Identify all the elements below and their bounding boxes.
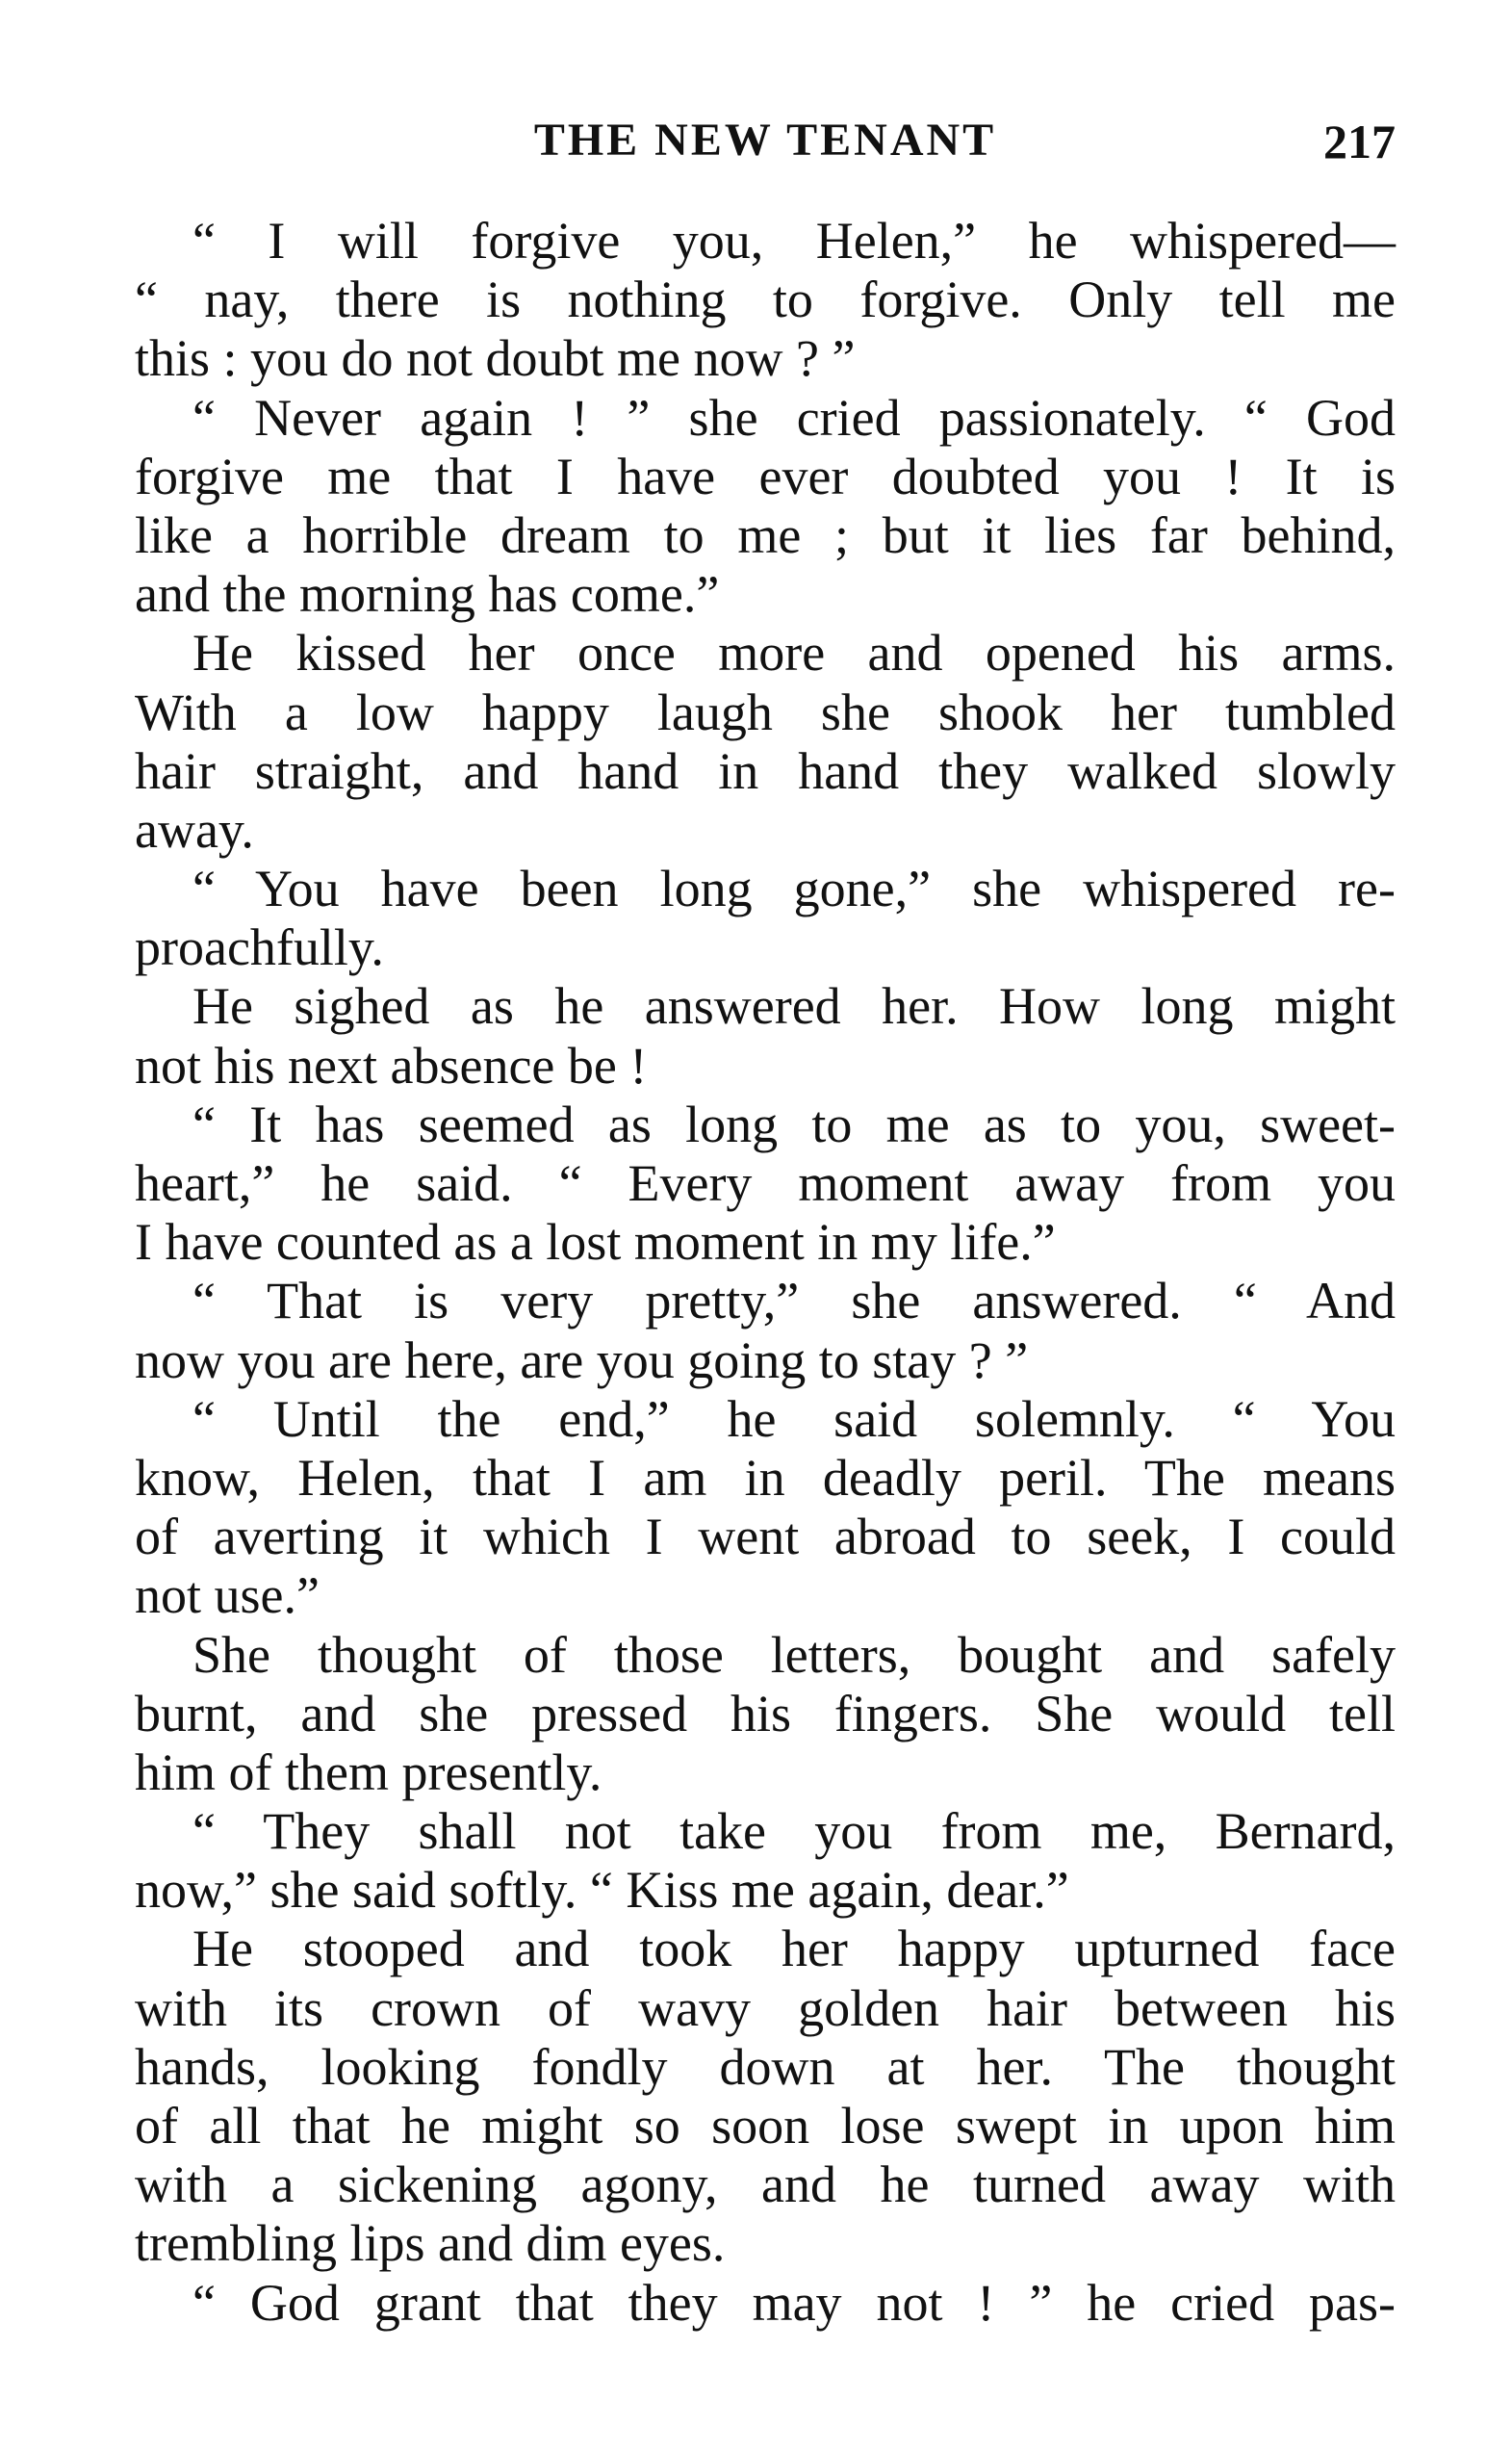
text-line: “ nay, there is nothing to forgive. Only tell me [135, 271, 1396, 329]
text-line: burnt, and she pressed his fingers. She would tell [135, 1684, 1396, 1742]
text-line: this : you do not doubt me now ? ” [135, 329, 856, 388]
text-line: with a sickening agony, and he turned away with [135, 2155, 1396, 2214]
page-header [135, 114, 1396, 191]
text-line: now you are here, are you going to stay ? ” [135, 1330, 1029, 1389]
text-line: He sighed as he answered her. How long might [192, 977, 1396, 1036]
text-line: and the morning has come.” [135, 565, 720, 624]
text-line: now,” she said softly. “ Kiss me again, dear.” [135, 1861, 1069, 1920]
text-line: trembling lips and dim eyes. [135, 2214, 726, 2273]
text-line: of all that he might so soon lose swept in upon him [135, 2097, 1396, 2155]
text-line: “ You have been long gone,” she whispered re- [192, 860, 1396, 918]
text-line: proachfully. [135, 918, 384, 977]
text-line: with its crown of wavy golden hair between his [135, 1978, 1396, 2037]
text-line: “ I will forgive you, Helen,” he whispered— [192, 212, 1396, 270]
text-line: not his next absence be ! [135, 1036, 648, 1095]
text-line: He stooped and took her happy upturned face [192, 1920, 1396, 1978]
running-title: THE NEW TENANT [533, 115, 997, 166]
text-line: hair straight, and hand in hand they walked slowly [135, 741, 1396, 800]
text-line: “ God grant that they may not ! ” he cried pas- [192, 2273, 1396, 2332]
text-line: “ They shall not take you from me, Bernard, [192, 1802, 1396, 1861]
body-text [135, 212, 1396, 2333]
text-line: not use.” [135, 1566, 320, 1625]
text-line: With a low happy laugh she shook her tumbled [135, 683, 1396, 741]
text-line: of averting it which I went abroad to seek, I could [135, 1508, 1396, 1566]
text-line: “ It has seemed as long to me as to you, sweet- [192, 1095, 1396, 1153]
text-line: like a horrible dream to me ; but it lies far behind, [135, 505, 1396, 564]
text-line: She thought of those letters, bought and safely [192, 1625, 1396, 1684]
text-line: “ That is very pretty,” she answered. “ And [192, 1272, 1396, 1330]
text-line: I have counted as a lost moment in my life.” [135, 1213, 1056, 1272]
text-line: hands, looking fondly down at her. The thought [135, 2037, 1396, 2096]
text-line: He kissed her once more and opened his arms. [192, 624, 1396, 683]
text-line: know, Helen, that I am in deadly peril. The means [135, 1448, 1396, 1507]
text-line: forgive me that I have ever doubted you ! It is [135, 447, 1396, 505]
text-line: him of them presently. [135, 1742, 602, 1801]
page-number: 217 [1323, 115, 1396, 168]
text-line: “ Until the end,” he said solemnly. “ You [192, 1389, 1396, 1448]
text-line: heart,” he said. “ Every moment away from you [135, 1154, 1396, 1212]
text-line: “ Never again ! ” she cried passionately. “ God [192, 388, 1396, 447]
text-line: away. [135, 800, 254, 859]
